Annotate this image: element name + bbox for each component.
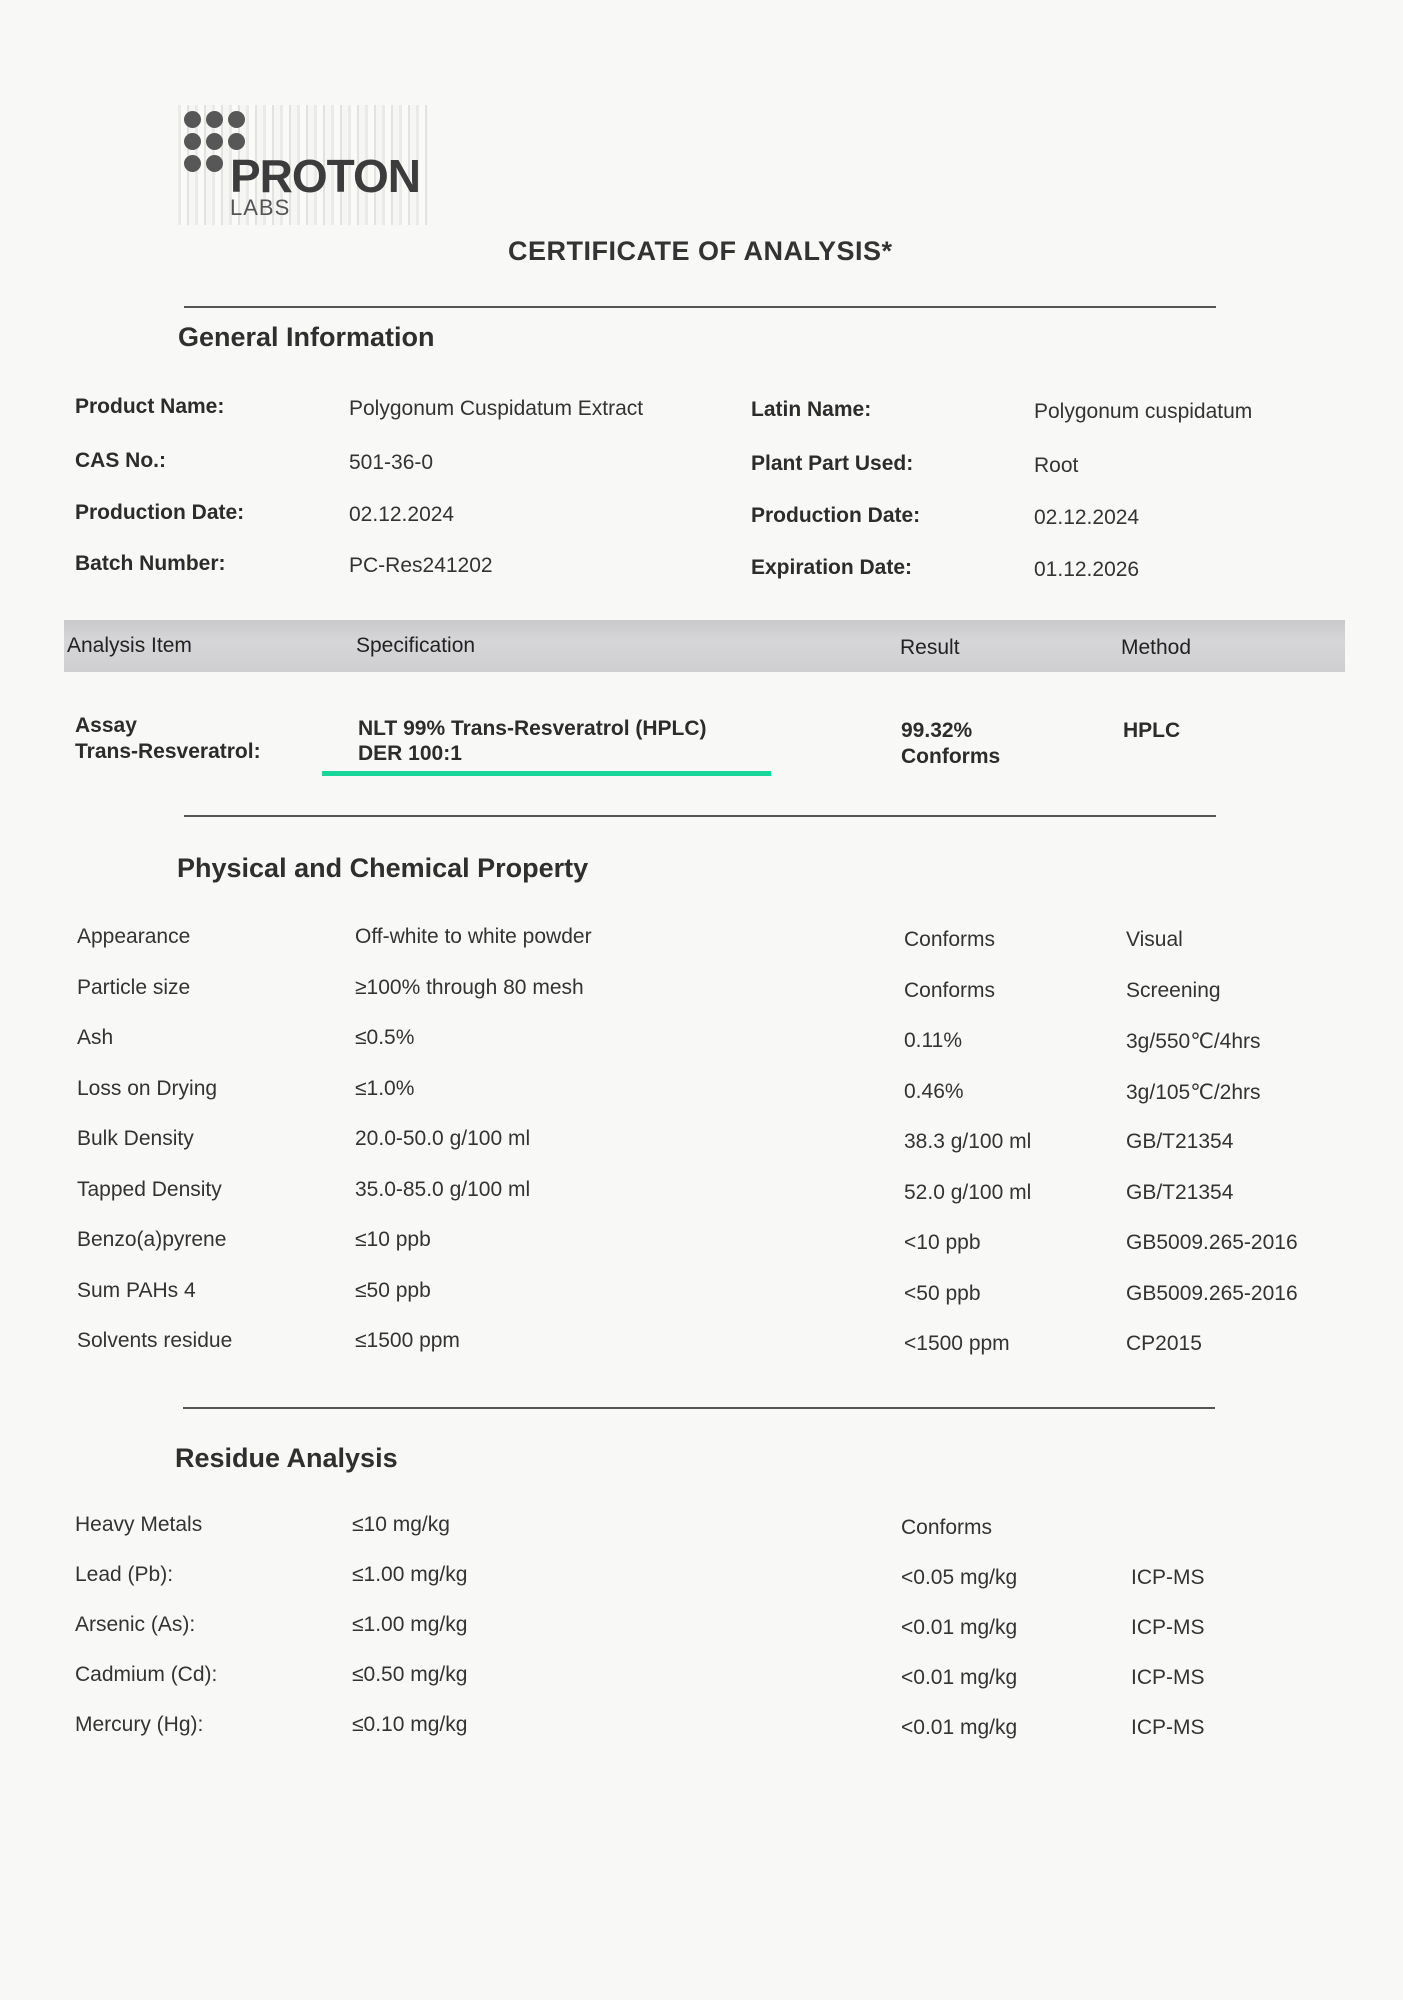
physical-row-spec: ≤0.5%: [355, 1026, 415, 1049]
physical-row-method: Screening: [1126, 978, 1221, 1002]
physical-row-spec: ≤50 ppb: [355, 1278, 431, 1302]
latin-name-label: Latin Name:: [751, 398, 872, 421]
physical-row-result: <1500 ppm: [904, 1332, 1010, 1355]
physical-row-item: Bulk Density: [77, 1127, 194, 1150]
header-analysis-item: Analysis Item: [67, 634, 192, 657]
logo-subtitle: LABS: [230, 195, 291, 220]
physical-row-result: Conforms: [904, 928, 996, 951]
residue-row-item: Mercury (Hg):: [75, 1713, 204, 1736]
residue-row-method: ICP-MS: [1131, 1666, 1205, 1689]
latin-name-value: Polygonum cuspidatum: [1034, 400, 1253, 423]
physical-row-result: 38.3 g/100 ml: [904, 1130, 1032, 1153]
residue-row-item: Heavy Metals: [75, 1513, 203, 1536]
plant-part-value: Root: [1034, 454, 1079, 477]
physical-row-spec: 20.0-50.0 g/100 ml: [355, 1127, 531, 1150]
physical-row-method: GB/T21354: [1126, 1130, 1234, 1153]
physical-row-spec: ≥100% through 80 mesh: [355, 975, 584, 999]
batch-number-label: Batch Number:: [75, 552, 226, 575]
physical-row-item: Particle size: [77, 975, 191, 999]
physical-row-item: Loss on Drying: [77, 1076, 218, 1100]
physical-row-method: 3g/550℃/4hrs: [1126, 1030, 1261, 1053]
residue-row-spec: ≤0.50 mg/kg: [352, 1663, 468, 1686]
logo-wordmark: PROTON: [230, 150, 420, 202]
physical-row-spec: ≤1500 ppm: [355, 1329, 460, 1352]
assay-item-line2: Trans-Resveratrol:: [75, 740, 261, 763]
header-result: Result: [900, 636, 960, 659]
highlight-underline: [322, 771, 771, 776]
residue-row-spec: ≤0.10 mg/kg: [352, 1713, 468, 1736]
product-name-value: Polygonum Cuspidatum Extract: [349, 397, 644, 420]
header-specification: Specification: [356, 634, 476, 657]
residue-row-result: <0.01 mg/kg: [901, 1616, 1018, 1639]
assay-item-line1: Assay: [75, 714, 137, 737]
cas-label: CAS No.:: [75, 449, 166, 472]
assay-result-line1: 99.32%: [901, 719, 973, 742]
physical-row-result: 0.46%: [904, 1079, 964, 1103]
residue-row-method: ICP-MS: [1131, 1716, 1205, 1739]
assay-method: HPLC: [1123, 719, 1181, 742]
residue-row-method: ICP-MS: [1131, 1616, 1205, 1639]
physical-row-item: Tapped Density: [77, 1177, 222, 1201]
document-title: CERTIFICATE OF ANALYSIS*: [508, 236, 893, 266]
general-info-heading: General Information: [178, 322, 435, 352]
production-date-label: Production Date:: [75, 501, 245, 524]
assay-result-line2: Conforms: [901, 745, 1001, 768]
production-date-label-right: Production Date:: [751, 504, 921, 527]
residue-analysis-heading: Residue Analysis: [175, 1443, 398, 1473]
residue-row-result: <0.01 mg/kg: [901, 1666, 1018, 1689]
cas-value: 501-36-0: [349, 451, 434, 474]
physical-chemical-heading: Physical and Chemical Property: [177, 853, 589, 883]
physical-row-method: GB5009.265-2016: [1126, 1231, 1298, 1254]
header-method: Method: [1121, 636, 1192, 659]
physical-row-result: Conforms: [904, 978, 996, 1002]
residue-row-item: Lead (Pb):: [75, 1563, 174, 1586]
residue-row-spec: ≤10 mg/kg: [352, 1513, 450, 1536]
plant-part-label: Plant Part Used:: [751, 452, 914, 475]
physical-row-item: Solvents residue: [77, 1329, 233, 1352]
physical-row-result: <50 ppb: [904, 1281, 981, 1305]
residue-row-result: <0.01 mg/kg: [901, 1716, 1018, 1739]
physical-row-method: CP2015: [1126, 1332, 1202, 1355]
assay-spec-line1: NLT 99% Trans-Resveratrol (HPLC): [358, 717, 707, 740]
residue-row-spec: ≤1.00 mg/kg: [352, 1613, 468, 1636]
divider: [183, 1407, 1215, 1409]
residue-row-result: <0.05 mg/kg: [901, 1566, 1018, 1589]
expiration-date-value: 01.12.2026: [1034, 558, 1140, 581]
physical-row-spec: 35.0-85.0 g/100 ml: [355, 1177, 531, 1201]
physical-row-method: 3g/105℃/2hrs: [1126, 1080, 1261, 1104]
physical-row-spec: Off-white to white powder: [355, 925, 592, 948]
divider: [184, 815, 1216, 817]
physical-row-item: Appearance: [77, 925, 191, 948]
product-name-label: Product Name:: [75, 395, 225, 418]
residue-row-spec: ≤1.00 mg/kg: [352, 1563, 468, 1586]
assay-spec-line2: DER 100:1: [358, 742, 462, 765]
residue-row-item: Arsenic (As):: [75, 1613, 196, 1636]
physical-row-item: Benzo(a)pyrene: [77, 1228, 227, 1251]
proton-labs-logo: [178, 105, 428, 225]
physical-row-spec: ≤10 ppb: [355, 1228, 431, 1251]
residue-row-method: ICP-MS: [1131, 1566, 1205, 1589]
physical-row-item: Ash: [77, 1026, 114, 1049]
physical-row-result: 52.0 g/100 ml: [904, 1180, 1032, 1204]
expiration-date-label: Expiration Date:: [751, 556, 913, 579]
physical-row-item: Sum PAHs 4: [77, 1278, 196, 1302]
residue-row-item: Cadmium (Cd):: [75, 1663, 218, 1686]
physical-row-result: 0.11%: [904, 1029, 962, 1052]
physical-row-method: GB/T21354: [1126, 1180, 1234, 1204]
production-date-value: 02.12.2024: [349, 503, 455, 526]
production-date-value-right: 02.12.2024: [1034, 506, 1140, 529]
divider: [184, 306, 1216, 308]
physical-row-method: GB5009.265-2016: [1126, 1281, 1298, 1305]
batch-number-value: PC-Res241202: [349, 554, 493, 577]
residue-row-result: Conforms: [901, 1516, 993, 1539]
physical-row-method: Visual: [1126, 928, 1183, 951]
physical-row-spec: ≤1.0%: [355, 1076, 415, 1100]
physical-row-result: <10 ppb: [904, 1231, 981, 1254]
